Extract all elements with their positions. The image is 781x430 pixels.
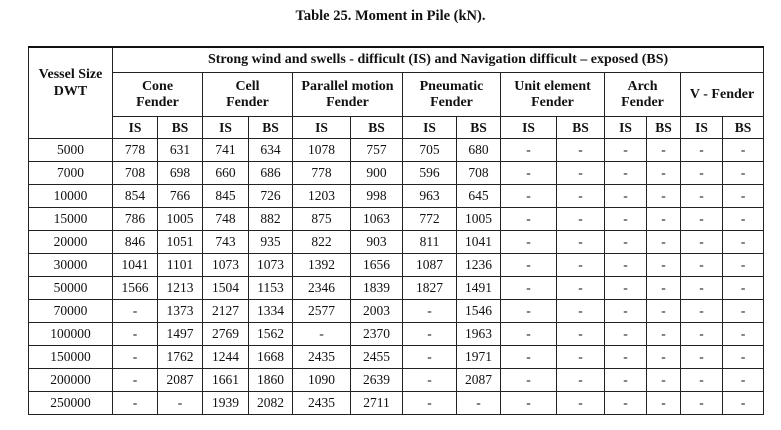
moment-cell: - — [501, 139, 557, 162]
moment-cell: - — [557, 139, 605, 162]
vessel-size-cell: 150000 — [29, 346, 113, 369]
moment-cell: 660 — [203, 162, 249, 185]
moment-cell: 2346 — [293, 277, 351, 300]
moment-cell: - — [723, 139, 764, 162]
moment-cell: 741 — [203, 139, 249, 162]
moment-cell: - — [647, 139, 681, 162]
moment-cell: - — [647, 346, 681, 369]
moment-cell: 2711 — [351, 392, 403, 415]
moment-cell: - — [723, 162, 764, 185]
moment-cell: - — [681, 323, 723, 346]
table-title: Table 25. Moment in Pile (kN). — [295, 8, 486, 24]
moment-cell: 900 — [351, 162, 403, 185]
moment-cell: 1839 — [351, 277, 403, 300]
moment-cell: - — [113, 346, 158, 369]
moment-cell: 2435 — [293, 392, 351, 415]
moment-cell: - — [647, 323, 681, 346]
moment-cell: - — [681, 162, 723, 185]
moment-cell: - — [723, 185, 764, 208]
moment-cell: 1373 — [158, 300, 203, 323]
moment-cell: - — [501, 346, 557, 369]
moment-cell: 845 — [203, 185, 249, 208]
moment-cell: 2087 — [158, 369, 203, 392]
moment-cell: - — [723, 392, 764, 415]
vessel-size-header: Vessel Size DWT — [29, 47, 113, 139]
moment-cell: 1213 — [158, 277, 203, 300]
moment-cell: - — [605, 208, 647, 231]
sub-header-is: IS — [403, 117, 457, 139]
moment-cell: 998 — [351, 185, 403, 208]
moment-cell: - — [501, 392, 557, 415]
moment-cell: - — [723, 323, 764, 346]
sub-header-bs: BS — [557, 117, 605, 139]
moment-cell: - — [723, 231, 764, 254]
moment-cell: 757 — [351, 139, 403, 162]
moment-cell: 778 — [113, 139, 158, 162]
moment-cell: 822 — [293, 231, 351, 254]
moment-cell: - — [457, 392, 501, 415]
moment-cell: - — [501, 185, 557, 208]
moment-cell: 634 — [249, 139, 293, 162]
moment-cell: - — [501, 300, 557, 323]
moment-cell: 1236 — [457, 254, 501, 277]
vessel-size-cell: 20000 — [29, 231, 113, 254]
table-row — [29, 277, 764, 300]
moment-cell: 1005 — [158, 208, 203, 231]
moment-cell: 645 — [457, 185, 501, 208]
moment-cell: 1504 — [203, 277, 249, 300]
moment-cell: 1963 — [457, 323, 501, 346]
moment-cell: 743 — [203, 231, 249, 254]
moment-cell: - — [723, 254, 764, 277]
moment-cell: - — [557, 300, 605, 323]
fender-header-pneumatic: Pneumatic Fender — [403, 73, 501, 117]
moment-cell: - — [557, 254, 605, 277]
moment-cell: - — [647, 162, 681, 185]
moment-cell: 2127 — [203, 300, 249, 323]
moment-cell: - — [647, 369, 681, 392]
moment-cell: 1244 — [203, 346, 249, 369]
vessel-size-cell: 250000 — [29, 392, 113, 415]
moment-cell: 726 — [249, 185, 293, 208]
sub-header-bs: BS — [647, 117, 681, 139]
moment-cell: - — [681, 277, 723, 300]
moment-cell: - — [557, 392, 605, 415]
moment-cell: - — [605, 254, 647, 277]
moment-cell: 1656 — [351, 254, 403, 277]
moment-cell: - — [681, 185, 723, 208]
moment-cell: 1051 — [158, 231, 203, 254]
sub-header-bs: BS — [351, 117, 403, 139]
fender-header-v: V - Fender — [681, 73, 764, 117]
moment-cell: 1661 — [203, 369, 249, 392]
moment-cell: - — [647, 392, 681, 415]
moment-cell: 854 — [113, 185, 158, 208]
moment-cell: 1087 — [403, 254, 457, 277]
moment-cell: - — [681, 346, 723, 369]
moment-cell: - — [557, 369, 605, 392]
moment-cell: - — [557, 323, 605, 346]
moment-cell: - — [647, 208, 681, 231]
moment-cell: 1566 — [113, 277, 158, 300]
fender-header-parallel-motion: Parallel motion Fender — [293, 73, 403, 117]
moment-cell: - — [647, 185, 681, 208]
moment-cell: - — [501, 254, 557, 277]
moment-cell: 2082 — [249, 392, 293, 415]
moment-cell: - — [681, 300, 723, 323]
moment-cell: 2003 — [351, 300, 403, 323]
moment-cell: - — [647, 231, 681, 254]
vessel-size-cell: 5000 — [29, 139, 113, 162]
moment-cell: 882 — [249, 208, 293, 231]
moment-cell: - — [557, 346, 605, 369]
vessel-size-cell: 15000 — [29, 208, 113, 231]
moment-cell: - — [605, 369, 647, 392]
moment-cell: - — [681, 254, 723, 277]
moment-cell: 1078 — [293, 139, 351, 162]
moment-cell: - — [557, 185, 605, 208]
moment-cell: 596 — [403, 162, 457, 185]
moment-cell: 708 — [457, 162, 501, 185]
sub-header-bs: BS — [723, 117, 764, 139]
moment-cell: - — [113, 300, 158, 323]
moment-cell: 2370 — [351, 323, 403, 346]
moment-cell: - — [723, 300, 764, 323]
moment-cell: 1546 — [457, 300, 501, 323]
moment-cell: - — [557, 162, 605, 185]
moment-cell: 1090 — [293, 369, 351, 392]
moment-cell: - — [647, 277, 681, 300]
fender-header-unit-element: Unit element Fender — [501, 73, 605, 117]
moment-cell: 1971 — [457, 346, 501, 369]
moment-in-pile-table — [28, 46, 764, 415]
moment-cell: - — [723, 369, 764, 392]
moment-cell: 2639 — [351, 369, 403, 392]
moment-cell: - — [723, 346, 764, 369]
vessel-size-cell: 50000 — [29, 277, 113, 300]
sub-header-is: IS — [605, 117, 647, 139]
sub-header-bs: BS — [457, 117, 501, 139]
moment-cell: - — [605, 300, 647, 323]
vessel-size-cell: 7000 — [29, 162, 113, 185]
moment-cell: - — [723, 277, 764, 300]
moment-cell: 1827 — [403, 277, 457, 300]
moment-cell: - — [723, 208, 764, 231]
moment-cell: - — [501, 369, 557, 392]
moment-cell: 963 — [403, 185, 457, 208]
moment-cell: - — [501, 323, 557, 346]
moment-cell: 1497 — [158, 323, 203, 346]
moment-cell: - — [113, 392, 158, 415]
moment-cell: - — [681, 139, 723, 162]
sub-header-bs: BS — [158, 117, 203, 139]
sub-header-is: IS — [113, 117, 158, 139]
moment-cell: - — [605, 346, 647, 369]
moment-cell: 786 — [113, 208, 158, 231]
sub-header-bs: BS — [249, 117, 293, 139]
table-row — [29, 208, 764, 231]
moment-cell: 2455 — [351, 346, 403, 369]
vessel-size-cell: 200000 — [29, 369, 113, 392]
moment-cell: 903 — [351, 231, 403, 254]
moment-cell: - — [293, 323, 351, 346]
moment-cell: 1491 — [457, 277, 501, 300]
moment-cell: - — [605, 139, 647, 162]
moment-cell: - — [557, 231, 605, 254]
moment-cell: 1005 — [457, 208, 501, 231]
moment-cell: - — [605, 277, 647, 300]
moment-cell: 748 — [203, 208, 249, 231]
table-row — [29, 185, 764, 208]
moment-cell: 2435 — [293, 346, 351, 369]
fender-header-arch: Arch Fender — [605, 73, 681, 117]
table-row — [29, 300, 764, 323]
moment-cell: - — [403, 300, 457, 323]
fender-header-cone: Cone Fender — [113, 73, 203, 117]
vessel-size-cell: 100000 — [29, 323, 113, 346]
moment-cell: - — [647, 300, 681, 323]
moment-cell: 1860 — [249, 369, 293, 392]
moment-cell: - — [158, 392, 203, 415]
moment-cell: - — [647, 254, 681, 277]
table-row — [29, 323, 764, 346]
moment-cell: - — [605, 323, 647, 346]
table-row — [29, 231, 764, 254]
sub-header-is: IS — [501, 117, 557, 139]
moment-cell: 708 — [113, 162, 158, 185]
table-row — [29, 254, 764, 277]
moment-cell: 2577 — [293, 300, 351, 323]
moment-cell: - — [113, 369, 158, 392]
moment-cell: 766 — [158, 185, 203, 208]
moment-cell: 1073 — [249, 254, 293, 277]
moment-cell: 1668 — [249, 346, 293, 369]
moment-cell: - — [605, 162, 647, 185]
moment-cell: 1203 — [293, 185, 351, 208]
table-row — [29, 392, 764, 415]
moment-cell: 811 — [403, 231, 457, 254]
moment-cell: - — [681, 231, 723, 254]
moment-cell: 1073 — [203, 254, 249, 277]
moment-cell: 778 — [293, 162, 351, 185]
table-row — [29, 346, 764, 369]
moment-cell: 1334 — [249, 300, 293, 323]
vessel-size-cell: 70000 — [29, 300, 113, 323]
moment-cell: 705 — [403, 139, 457, 162]
moment-cell: - — [403, 346, 457, 369]
moment-cell: 772 — [403, 208, 457, 231]
moment-cell: - — [681, 369, 723, 392]
moment-cell: 1101 — [158, 254, 203, 277]
moment-cell: 1063 — [351, 208, 403, 231]
moment-cell: 1939 — [203, 392, 249, 415]
moment-cell: 1392 — [293, 254, 351, 277]
moment-cell: 846 — [113, 231, 158, 254]
moment-cell: 2087 — [457, 369, 501, 392]
moment-cell: - — [113, 323, 158, 346]
moment-cell: 686 — [249, 162, 293, 185]
moment-cell: - — [681, 208, 723, 231]
moment-cell: 1041 — [113, 254, 158, 277]
table-row — [29, 162, 764, 185]
table-row — [29, 369, 764, 392]
moment-cell: - — [501, 277, 557, 300]
condition-group-header: Strong wind and swells - difficult (IS) and Navigation difficult – exposed (BS) — [113, 47, 764, 73]
moment-cell: - — [605, 392, 647, 415]
table-row — [29, 139, 764, 162]
moment-cell: - — [605, 185, 647, 208]
moment-cell: 698 — [158, 162, 203, 185]
fender-header-cell: Cell Fender — [203, 73, 293, 117]
moment-cell: 631 — [158, 139, 203, 162]
moment-cell: - — [403, 369, 457, 392]
moment-cell: - — [403, 392, 457, 415]
sub-header-is: IS — [681, 117, 723, 139]
moment-cell: - — [557, 277, 605, 300]
moment-cell: 1041 — [457, 231, 501, 254]
sub-header-is: IS — [203, 117, 249, 139]
moment-cell: 1153 — [249, 277, 293, 300]
moment-cell: - — [403, 323, 457, 346]
sub-header-is: IS — [293, 117, 351, 139]
moment-cell: - — [501, 208, 557, 231]
moment-cell: 1762 — [158, 346, 203, 369]
moment-cell: - — [681, 392, 723, 415]
moment-cell: - — [501, 162, 557, 185]
moment-cell: 935 — [249, 231, 293, 254]
moment-cell: 875 — [293, 208, 351, 231]
moment-cell: - — [605, 231, 647, 254]
moment-cell: 680 — [457, 139, 501, 162]
moment-cell: - — [501, 231, 557, 254]
vessel-size-cell: 10000 — [29, 185, 113, 208]
vessel-size-cell: 30000 — [29, 254, 113, 277]
moment-cell: 2769 — [203, 323, 249, 346]
moment-cell: - — [557, 208, 605, 231]
moment-cell: 1562 — [249, 323, 293, 346]
